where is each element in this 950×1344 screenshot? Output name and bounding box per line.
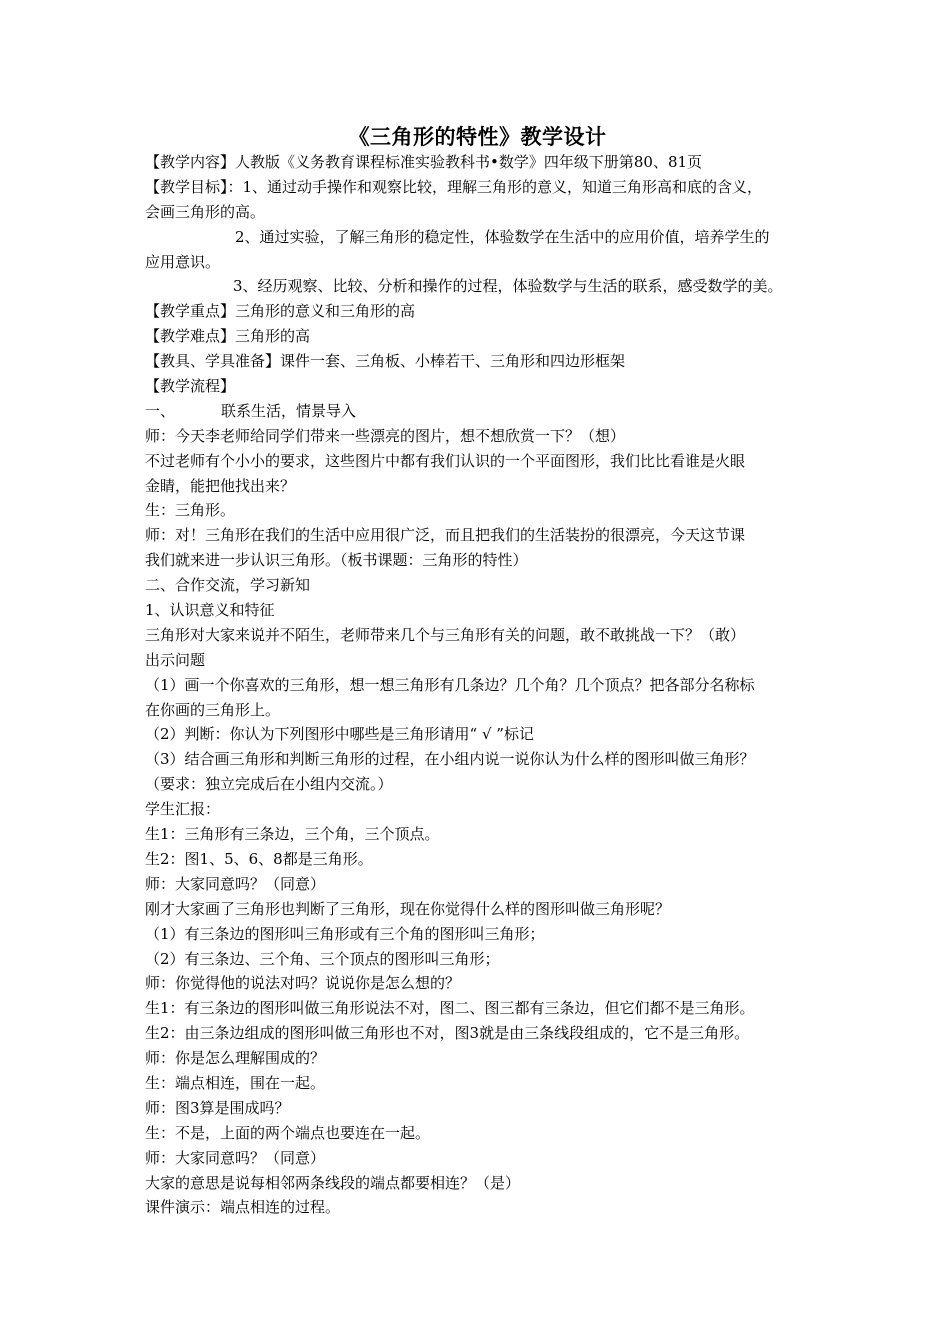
text-line: 我们就来进一步认识三角形。（板书课题：三角形的特性）	[145, 551, 528, 570]
text-line: 师：你觉得他的说法对吗？说说你是怎么想的？	[145, 974, 461, 993]
text-line: 生2：由三条边组成的图形叫做三角形也不对，图3就是由三条线段组成的，它不是三角形。	[145, 1024, 750, 1043]
text-line: 【教学难点】三角形的高	[145, 327, 311, 346]
text-line: 师：大家同意吗？（同意）	[145, 874, 326, 893]
text-line: 【教学内容】人教版《义务教育课程标准实验教科书•数学》四年级下册第80、81页	[145, 153, 703, 171]
text-line: 生2：图1、5、6、8都是三角形。	[145, 849, 373, 868]
text-line: 【教学重点】三角形的意义和三角形的高	[145, 302, 416, 321]
text-line: 2、通过实验，了解三角形的稳定性，体验数学在生活中的应用价值，培养学生的	[235, 227, 770, 246]
text-line: 生1：有三条边的图形叫做三角形说法不对，图二、图三都有三条边，但它们都不是三角形。	[145, 999, 755, 1018]
document-page	[145, 124, 810, 1220]
text-line: 师：对！三角形在我们的生活中应用很广泛，而且把我们的生活装扮的很漂亮，今天这节课	[145, 526, 746, 545]
text-line: 师：图3算是围成吗？	[145, 1098, 290, 1117]
text-line: 三角形对大家来说并不陌生，老师带来几个与三角形有关的问题，敢不敢挑战一下？（敢）	[145, 625, 746, 644]
text-line: 【教学目标】：1、通过动手操作和观察比较，理解三角形的意义，知道三角形高和底的含义，	[145, 177, 763, 196]
text-line: （2）判断：你认为下列图形中哪些是三角形请用“ √ ”标记	[145, 725, 534, 744]
section-heading: 二、合作交流，学习新知	[145, 576, 311, 595]
text-line: 3、经历观察、比较、分析和操作的过程，体验数学与生活的联系，感受数学的美。	[233, 277, 783, 296]
text-line: 师：你是怎么理解围成的？	[145, 1049, 326, 1068]
text-line: （3）结合画三角形和判断三角形的过程，在小组内说一说你认为什么样的图形叫做三角形？	[145, 750, 755, 769]
text-line: 师：大家同意吗？（同意）	[145, 1148, 326, 1167]
text-line: 刚才大家画了三角形也判断了三角形，现在你觉得什么样的图形叫做三角形呢？	[145, 899, 671, 918]
text-line: 生：端点相连，围在一起。	[145, 1073, 326, 1092]
text-line: 【教学流程】	[145, 377, 236, 396]
text-line: （2）有三条边、三个角、三个顶点的图形叫三角形；	[145, 949, 500, 968]
text-line: 【教具、学具准备】课件一套、三角板、小棒若干、三角形和四边形框架	[145, 352, 626, 371]
text-line: 学生汇报：	[145, 800, 221, 819]
document-title: 《三角形的特性》教学设计	[348, 125, 607, 149]
section-heading	[145, 399, 810, 424]
text-line: 在你画的三角形上。	[145, 700, 281, 719]
text-line: 生：不是，上面的两个端点也要连在一起。	[145, 1123, 431, 1142]
text-line: 不过老师有个小小的要求，这些图片中都有我们认识的一个平面图形，我们比比看谁是火眼	[145, 451, 746, 470]
section-number: 一、	[145, 401, 176, 420]
text-line: 生：三角形。	[145, 501, 236, 520]
text-line: 1、认识意义和特征	[145, 601, 275, 620]
text-line: （1）画一个你喜欢的三角形，想一想三角形有几条边？几个角？几个顶点？把各部分名称标	[145, 675, 755, 694]
text-line: 会画三角形的高。	[145, 202, 266, 221]
text-line: 应用意识。	[145, 252, 221, 271]
text-line: 课件演示：端点相连的过程。	[145, 1198, 341, 1217]
text-line: （1）有三条边的图形叫三角形或有三个角的图形叫三角形；	[145, 924, 545, 943]
text-line: 大家的意思是说每相邻两条线段的端点都要相连？（是）	[145, 1173, 521, 1192]
text-line: 金睛，能把他找出来？	[145, 476, 296, 495]
text-line: 生1：三角形有三条边，三个角，三个顶点。	[145, 825, 440, 844]
section-title: 联系生活，情景导入	[221, 401, 357, 420]
text-line: （要求：独立完成后在小组内交流。）	[145, 775, 393, 794]
text-line: 师：今天李老师给同学们带来一些漂亮的图片，想不想欣赏一下？（想）	[145, 426, 626, 445]
text-line: 出示问题	[145, 650, 206, 669]
